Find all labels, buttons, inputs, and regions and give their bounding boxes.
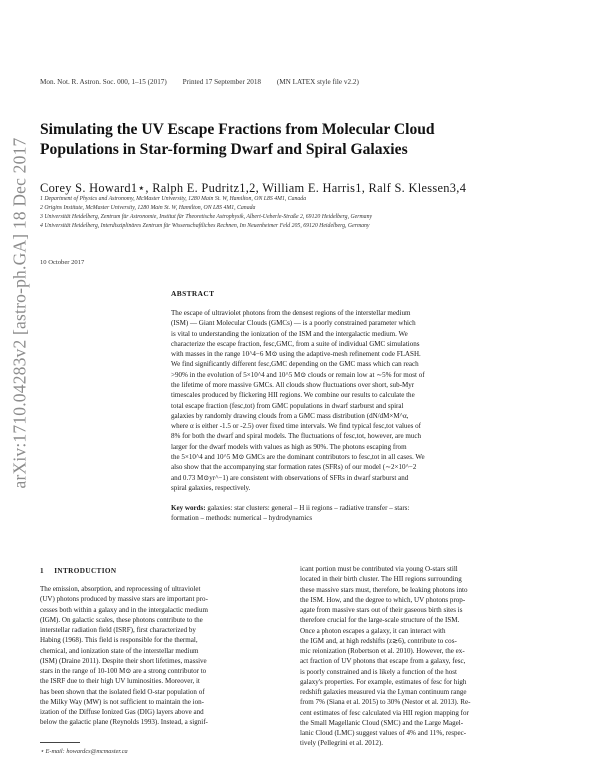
body-text-line: galaxy's properties. For example, estimates of fesc for high xyxy=(300,677,467,686)
body-text-line: ization of the Diffuse Ionized Gas (DIG) layers above and xyxy=(40,708,204,716)
body-text-line: located in their birth cluster. The HII regions surrounding xyxy=(300,575,462,584)
keywords-line xyxy=(171,503,561,513)
keywords-text: galaxies: star clusters: general – H ii regions – radiative transfer – stars: xyxy=(207,504,410,513)
right-column-text xyxy=(300,564,553,749)
abstract-line: larger for the dwarf models with values as high as 90%. The photons escaping from xyxy=(171,442,407,451)
abstract-line: We find significantly different fesc,GMC depending on the GMC mass which can reach xyxy=(171,360,419,369)
abstract-line: spiral galaxies, respectively. xyxy=(171,483,251,492)
section-title: INTRODUCTION xyxy=(54,567,117,575)
abstract-line: where α is either -1.5 or -2.5) over fixed time intervals. We find typical fesc,tot values of xyxy=(171,422,421,431)
journal-reference: Mon. Not. R. Astron. Soc. 000, 1–15 (2017) xyxy=(40,78,167,86)
body-text-line: the Small Magellanic Cloud (SMC) and the Large Magel- xyxy=(300,718,464,727)
paper-title xyxy=(40,120,560,160)
style-file-note: (MN LATEX style file v2.2) xyxy=(276,78,359,86)
body-text-line: the ISM. How, and the degree to which, UV photons prop- xyxy=(300,595,466,604)
printed-date: Printed 17 September 2018 xyxy=(182,78,262,86)
body-text-line: Habing (1968). This field is responsible for the thermal, xyxy=(40,636,198,645)
body-text-line: (IGM). On galactic scales, these photons contribute to the xyxy=(40,615,203,624)
abstract-line: galaxies by randomly drawing clouds from a GMC mass distribution (dN/dM×M^α, xyxy=(171,411,409,420)
body-text-line: interstellar radiation field (ISRF), first characterized by xyxy=(40,626,196,634)
arxiv-identifier-stamp: arXiv:1710.04283v2 [astro-ph.GA] 18 Dec 2017 xyxy=(9,137,30,489)
body-text-line: mic reionization (Robertson et al. 2010). However, the ex- xyxy=(300,647,465,655)
body-text-line: the ISRF due to their high UV luminosities. Moreover, it xyxy=(40,677,200,686)
footnote-email: ⋆ E-mail: howardcs@mcmaster.ca xyxy=(40,748,128,755)
section-number: 1 xyxy=(40,567,44,575)
abstract-line: characterize the escape fraction, fesc,GMC, from a suite of individual GMC simulations xyxy=(171,339,420,348)
body-text-line: from 7% (Siana et al. 2015) to 30% (Nestor et al. 2013). Re- xyxy=(300,698,471,707)
running-header xyxy=(40,78,560,86)
affiliations xyxy=(40,195,570,231)
left-column-text xyxy=(40,584,293,728)
abstract-line: the lifetime of more massive GMCs. All clouds show fluctuations over short, sub-Myr xyxy=(171,380,415,389)
abstract-line: is vital to understanding the ionization of the ISM and the intergalactic medium. We xyxy=(171,329,408,338)
body-text-line: chemical, and ionization state of the interstellar medium xyxy=(40,646,199,655)
body-text-line: cent estimates of fesc calculated via HII region mapping for xyxy=(300,708,469,717)
affiliation-2: 2 Origins Institute, McMaster University, 1280 Main St. W, Hamilton, ON L8S 4M1, Canada xyxy=(40,205,256,211)
keywords-line xyxy=(171,513,561,523)
abstract-line: >90% in the evolution of 5×10^4 and 10^5 M⊙ clouds or remain low at ∼5% for most of xyxy=(171,370,425,379)
affiliation-4: 4 Universität Heidelberg, Interdisziplinäres Zentrum für Wissenschaftliches Rechnen, Im Neuenheimer Feld 205, 69120 Heidelberg, Germany xyxy=(40,223,370,229)
body-text-line: stars in the range of 10-100 M⊙ are a strong contributor to xyxy=(40,667,207,675)
abstract-line: the 5×10^4 and 10^5 M⊙ GMCs are the dominant contributors to fesc,tot in all cases. We xyxy=(171,452,425,461)
body-text-line: tively (Pellegrini et al. 2012). xyxy=(300,739,383,748)
body-text-line: is poorly constrained and is likely a function of the host xyxy=(300,667,457,676)
keywords xyxy=(171,503,561,524)
body-text-line: The emission, absorption, and reprocessing of ultraviolet xyxy=(40,585,201,593)
affiliation-1: 1 Department of Physics and Astronomy, McMaster University, 1280 Main St. W, Hamilton, ON L8S 4M1, Canada xyxy=(40,196,307,202)
body-text-line: lanic Cloud (LMC) suggest values of 4% and 11%, respec- xyxy=(300,729,467,737)
author-list: Corey S. Howard1⋆, Ralph E. Pudritz1,2, William E. Harris1, Ralf S. Klessen3,4 xyxy=(40,181,467,195)
body-text-line: agate from massive stars out of their gaseous birth sites is xyxy=(300,606,463,614)
received-date: 10 October 2017 xyxy=(40,259,85,266)
abstract-text xyxy=(171,308,561,493)
title-line: Populations in Star-forming Dwarf and Spiral Galaxies xyxy=(40,141,408,158)
abstract-line: and 0.73 M⊙yr^−1) are consistent with observations of SFRs in dwarf starburst and xyxy=(171,473,409,482)
body-text-line: cesses both within a galaxy and in the intergalactic medium xyxy=(40,605,208,614)
body-text-line: has been shown that the isolated field O-star population of xyxy=(40,687,205,696)
abstract-line: timescales produced by flickering HII regions. We combine our results to calculate the xyxy=(171,391,415,400)
body-text-line: act fraction of UV photons that escape from a galaxy, fesc, xyxy=(300,657,466,666)
title-line: Simulating the UV Escape Fractions from Molecular Cloud xyxy=(40,121,435,138)
abstract-heading: ABSTRACT xyxy=(171,289,215,298)
keywords-text: formation – methods: numerical – hydrodynamics xyxy=(171,514,313,523)
abstract-line: (ISM) — Giant Molecular Clouds (GMCs) — is a poorly constrained parameter which xyxy=(171,319,416,328)
body-text-line: the IGM and, at high redshifts (z≳6), contribute to cos- xyxy=(300,636,457,645)
body-text-line: therefore crucial for the large-scale structure of the ISM. xyxy=(300,616,460,625)
body-text-line: icant portion must be contributed via young O-stars still xyxy=(300,565,458,573)
affiliation-3: 3 Universität Heidelberg, Zentrum für Astronomie, Institut für Theoretische Astrophysik, Albert-Ueberle-Straße 2, 69120 Heidelberg, Germany xyxy=(40,214,373,220)
abstract-line: 8% for both the dwarf and spiral models. The fluctuations of fesc,tot, however, are much xyxy=(171,432,422,441)
abstract-block xyxy=(171,289,561,524)
abstract-line: also show that the accompanying star formation rates (SFRs) of our model (∼2×10^−2 xyxy=(171,463,417,472)
body-text-line: below the galactic plane (Reynolds 1993). Instead, a signif- xyxy=(40,718,208,727)
body-text-line: the Milky Way (MW) is not sufficient to maintain the ion- xyxy=(40,697,204,706)
body-text-line: Once a photon escapes a galaxy, it can interact with xyxy=(300,626,446,635)
keywords-label: Key words: xyxy=(171,504,206,513)
body-text-line: (ISM) (Draine 2011). Despite their short lifetimes, massive xyxy=(40,656,207,665)
body-text-line: (UV) photons produced by massive stars are important pro- xyxy=(40,595,208,604)
body-text-line: these massive stars must, therefore, be leaking photons into xyxy=(300,585,468,594)
footnote-divider xyxy=(40,742,80,743)
abstract-line: The escape of ultraviolet photons from the densest regions of the interstellar medium xyxy=(171,309,411,317)
body-text-line: redshift galaxies measured via the Lyman continuum range xyxy=(300,688,467,696)
abstract-line: with masses in the range 10^4−6 M⊙ using the adaptive-mesh refinement code FLASH. xyxy=(171,350,421,359)
section-heading-introduction xyxy=(40,567,117,575)
abstract-line: total escape fraction (fesc,tot) from GMC populations in dwarf starburst and spiral xyxy=(171,401,404,410)
